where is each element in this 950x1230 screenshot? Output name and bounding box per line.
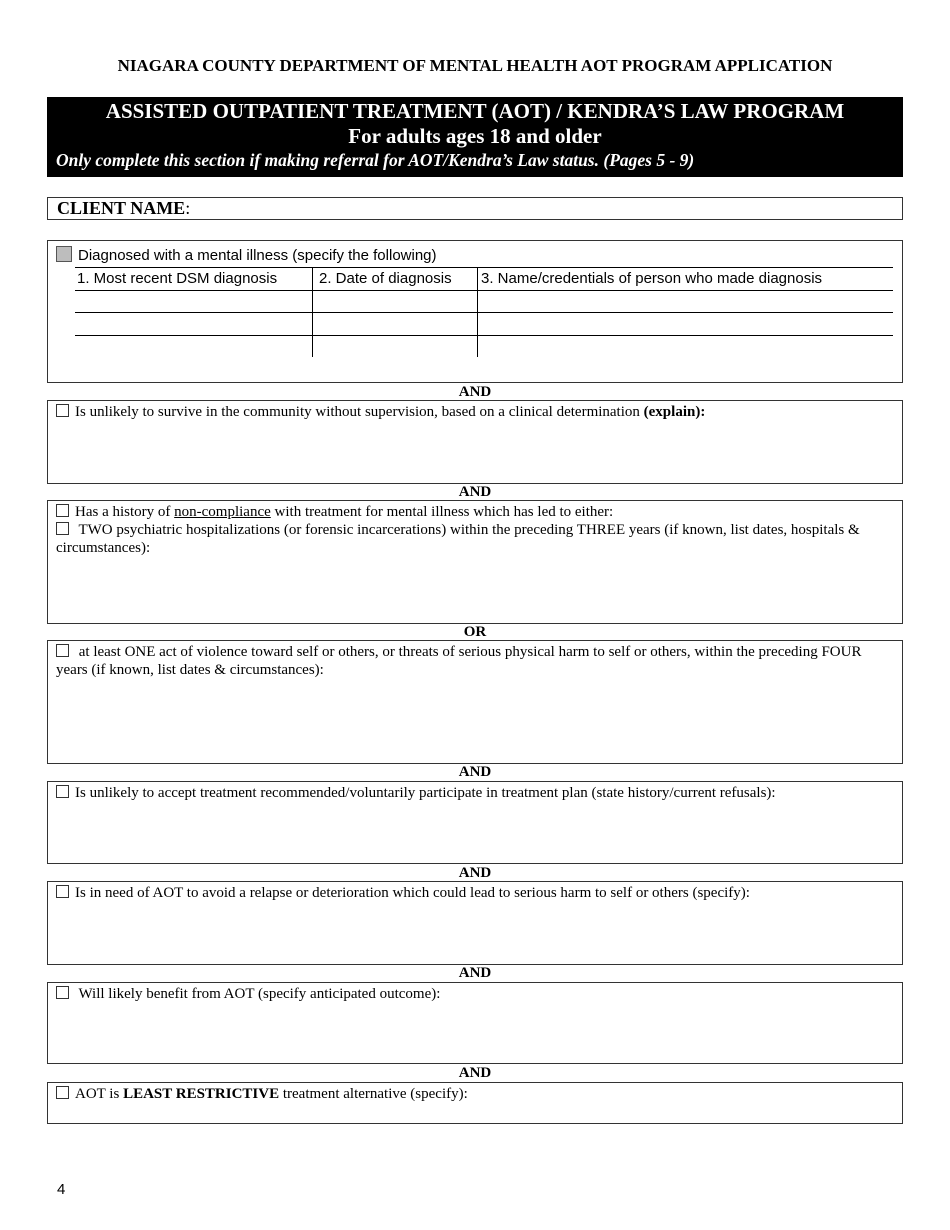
need-text: Is in need of AOT to avoid a relapse or deterioration which could lead to serious harm to self or others (specify): bbox=[75, 885, 750, 901]
table-row-rule bbox=[75, 312, 893, 313]
banner-subtitle: For adults ages 18 and older bbox=[348, 124, 602, 148]
table-cell-diagnostician[interactable] bbox=[480, 292, 890, 311]
connector-and: AND bbox=[458, 384, 492, 400]
diagnosis-checkbox[interactable] bbox=[56, 246, 72, 262]
table-cell-date[interactable] bbox=[315, 292, 475, 311]
table-row-rule bbox=[75, 335, 893, 336]
column-header-diagnostician: 3. Name/credentials of person who made diagnosis bbox=[481, 270, 823, 287]
client-name-field[interactable] bbox=[47, 197, 903, 220]
client-name-colon: : bbox=[185, 198, 191, 218]
connector-or: OR bbox=[463, 624, 487, 640]
need-checkbox[interactable] bbox=[56, 885, 69, 898]
history-checkbox[interactable] bbox=[56, 504, 69, 517]
table-cell-diagnostician[interactable] bbox=[480, 337, 890, 356]
diagnosis-checkbox-label: Diagnosed with a mental illness (specify the following) bbox=[78, 247, 437, 264]
restrictive-text-bold: LEAST RESTRICTIVE bbox=[123, 1086, 280, 1102]
table-cell-diagnosis[interactable] bbox=[77, 292, 310, 311]
accept-section bbox=[47, 781, 903, 864]
hospitalization-line bbox=[56, 521, 894, 557]
client-name-label: CLIENT NAME bbox=[57, 198, 186, 218]
violence-checkbox[interactable] bbox=[56, 644, 69, 657]
need-section bbox=[47, 881, 903, 965]
diagnosis-header bbox=[56, 246, 437, 264]
table-top-rule bbox=[75, 267, 893, 268]
table-cell-diagnostician[interactable] bbox=[480, 314, 890, 333]
history-text-post: with treatment for mental illness which has led to either: bbox=[270, 504, 614, 520]
page-number: 4 bbox=[57, 1181, 66, 1198]
table-cell-diagnosis[interactable] bbox=[77, 337, 310, 356]
table-header-rule bbox=[75, 290, 893, 291]
column-header-diagnosis: 1. Most recent DSM diagnosis bbox=[77, 270, 278, 287]
benefit-checkbox[interactable] bbox=[56, 986, 69, 999]
column-header-date: 2. Date of diagnosis bbox=[319, 270, 452, 287]
hospitalization-checkbox[interactable] bbox=[56, 522, 69, 535]
accept-text: Is unlikely to accept treatment recommended/voluntarily participate in treatment plan (state history/current refusals): bbox=[75, 785, 776, 801]
connector-and: AND bbox=[458, 1065, 492, 1081]
benefit-section bbox=[47, 982, 903, 1064]
table-cell-diagnosis[interactable] bbox=[77, 314, 310, 333]
restrictive-text-post: treatment alternative (specify): bbox=[279, 1086, 468, 1102]
connector-and: AND bbox=[458, 865, 492, 881]
accept-checkbox[interactable] bbox=[56, 785, 69, 798]
history-text-pre: Has a history of bbox=[75, 504, 175, 520]
survive-section bbox=[47, 400, 903, 484]
history-line bbox=[56, 503, 894, 521]
connector-and: AND bbox=[458, 484, 492, 500]
document-title: NIAGARA COUNTY DEPARTMENT OF MENTAL HEALTH AOT PROGRAM APPLICATION bbox=[117, 56, 833, 75]
banner-title: ASSISTED OUTPATIENT TREATMENT (AOT) / KENDRA’S LAW PROGRAM bbox=[105, 99, 845, 123]
table-col-divider bbox=[312, 267, 313, 357]
table-cell-date[interactable] bbox=[315, 314, 475, 333]
banner-instruction: Only complete this section if making referral for AOT/Kendra’s Law status. (Pages 5 - 9) bbox=[56, 150, 695, 170]
history-section bbox=[47, 500, 903, 624]
restrictive-checkbox[interactable] bbox=[56, 1086, 69, 1099]
connector-and: AND bbox=[458, 965, 492, 981]
violence-section bbox=[47, 640, 903, 764]
violence-text: at least ONE act of violence toward self or others, or threats of serious physical harm to self or others, within the preceding FOUR years (if known, list dates & circumstances): bbox=[56, 644, 862, 678]
table-col-divider bbox=[477, 267, 478, 357]
restrictive-text-pre: AOT is bbox=[75, 1086, 124, 1102]
survive-text: Is unlikely to survive in the community without supervision, based on a clinical determination bbox=[75, 404, 644, 420]
benefit-text: Will likely benefit from AOT (specify anticipated outcome): bbox=[75, 986, 441, 1002]
history-text-underlined: non-compliance bbox=[174, 504, 271, 520]
program-banner bbox=[47, 97, 903, 177]
hospitalization-text: TWO psychiatric hospitalizations (or forensic incarcerations) within the preceding THREE years (if known, list dates, hospitals & circumstances): bbox=[56, 522, 860, 556]
table-cell-date[interactable] bbox=[315, 337, 475, 356]
survive-explain-label: (explain): bbox=[643, 404, 706, 420]
restrictive-section bbox=[47, 1082, 903, 1124]
survive-checkbox[interactable] bbox=[56, 404, 69, 417]
connector-and: AND bbox=[458, 764, 492, 780]
